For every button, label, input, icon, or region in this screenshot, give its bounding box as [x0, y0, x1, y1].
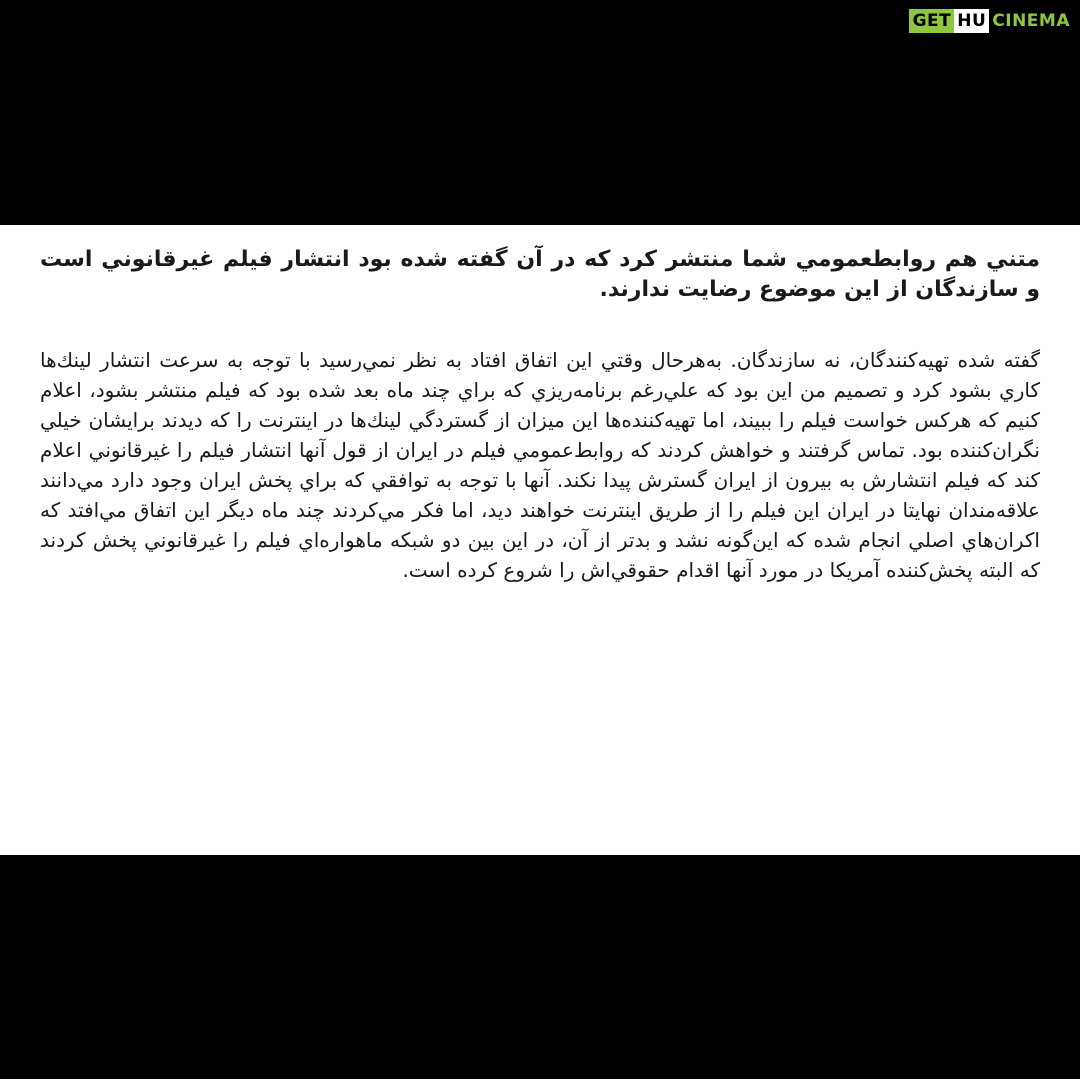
article: [40, 245, 1040, 585]
logo-text-hu: HU: [954, 9, 989, 33]
article-lead-question: متني هم روابطعمومي شما منتشر كرد كه در آن گفته شده بود انتشار فيلم غيرقانوني است و سازندگان از اين موضوع رضايت ندارند.: [40, 247, 1040, 302]
gethucinema-logo: [909, 9, 1072, 33]
article-body-answer: گفته شده تهيه‌كنندگان، نه سازندگان. به‌هرحال وقتي اين اتفاق افتاد به نظر نمي‌رسيد با توجه به سرعت انتشار لينك‌ها كاري بشود كرد و تصميم من اين بود كه علي‌رغم برنامه‌ريزي كه براي چند ماه بعد شده بود كه فيلم منتشر بشود، اعلام كنيم كه هركس خواست فيلم را ببيند، اما تهيه‌كننده‌ها اين ميزان از گستردگي لينك‌ها در اينترنت را كه ديدند برايشان خيلي نگران‌كننده بود. تماس گرفتند و خواهش كردند كه روابط‌عمومي فيلم در ايران از قول آنها انتشار فيلم را غيرقانوني اعلام كند كه فيلم انتشارش به بيرون از ايران گسترش پيدا نكند. آنها با توجه به توافقي كه براي پخش ايران وجود دارد مي‌دانند علاقه‌مندان نهايتا در ايران اين فيلم را از طريق اينترنت خواهند ديد، اما فكر مي‌كردند چند ماه ديگر اين اتفاق مي‌افتد كه اكران‌هاي اصلي انجام شده كه اين‌گونه نشد و بدتر از آن، در اين بين دو شبكه ماهواره‌اي فيلم را غيرقانوني پخش كردند كه البته پخش‌كننده آمريكا در مورد آنها اقدام حقوقي‌اش را شروع كرده است.: [40, 348, 1040, 582]
logo-text-cinema: CINEMA: [992, 11, 1070, 31]
logo-text-get: GET: [909, 9, 955, 33]
document-page: [0, 225, 1080, 855]
